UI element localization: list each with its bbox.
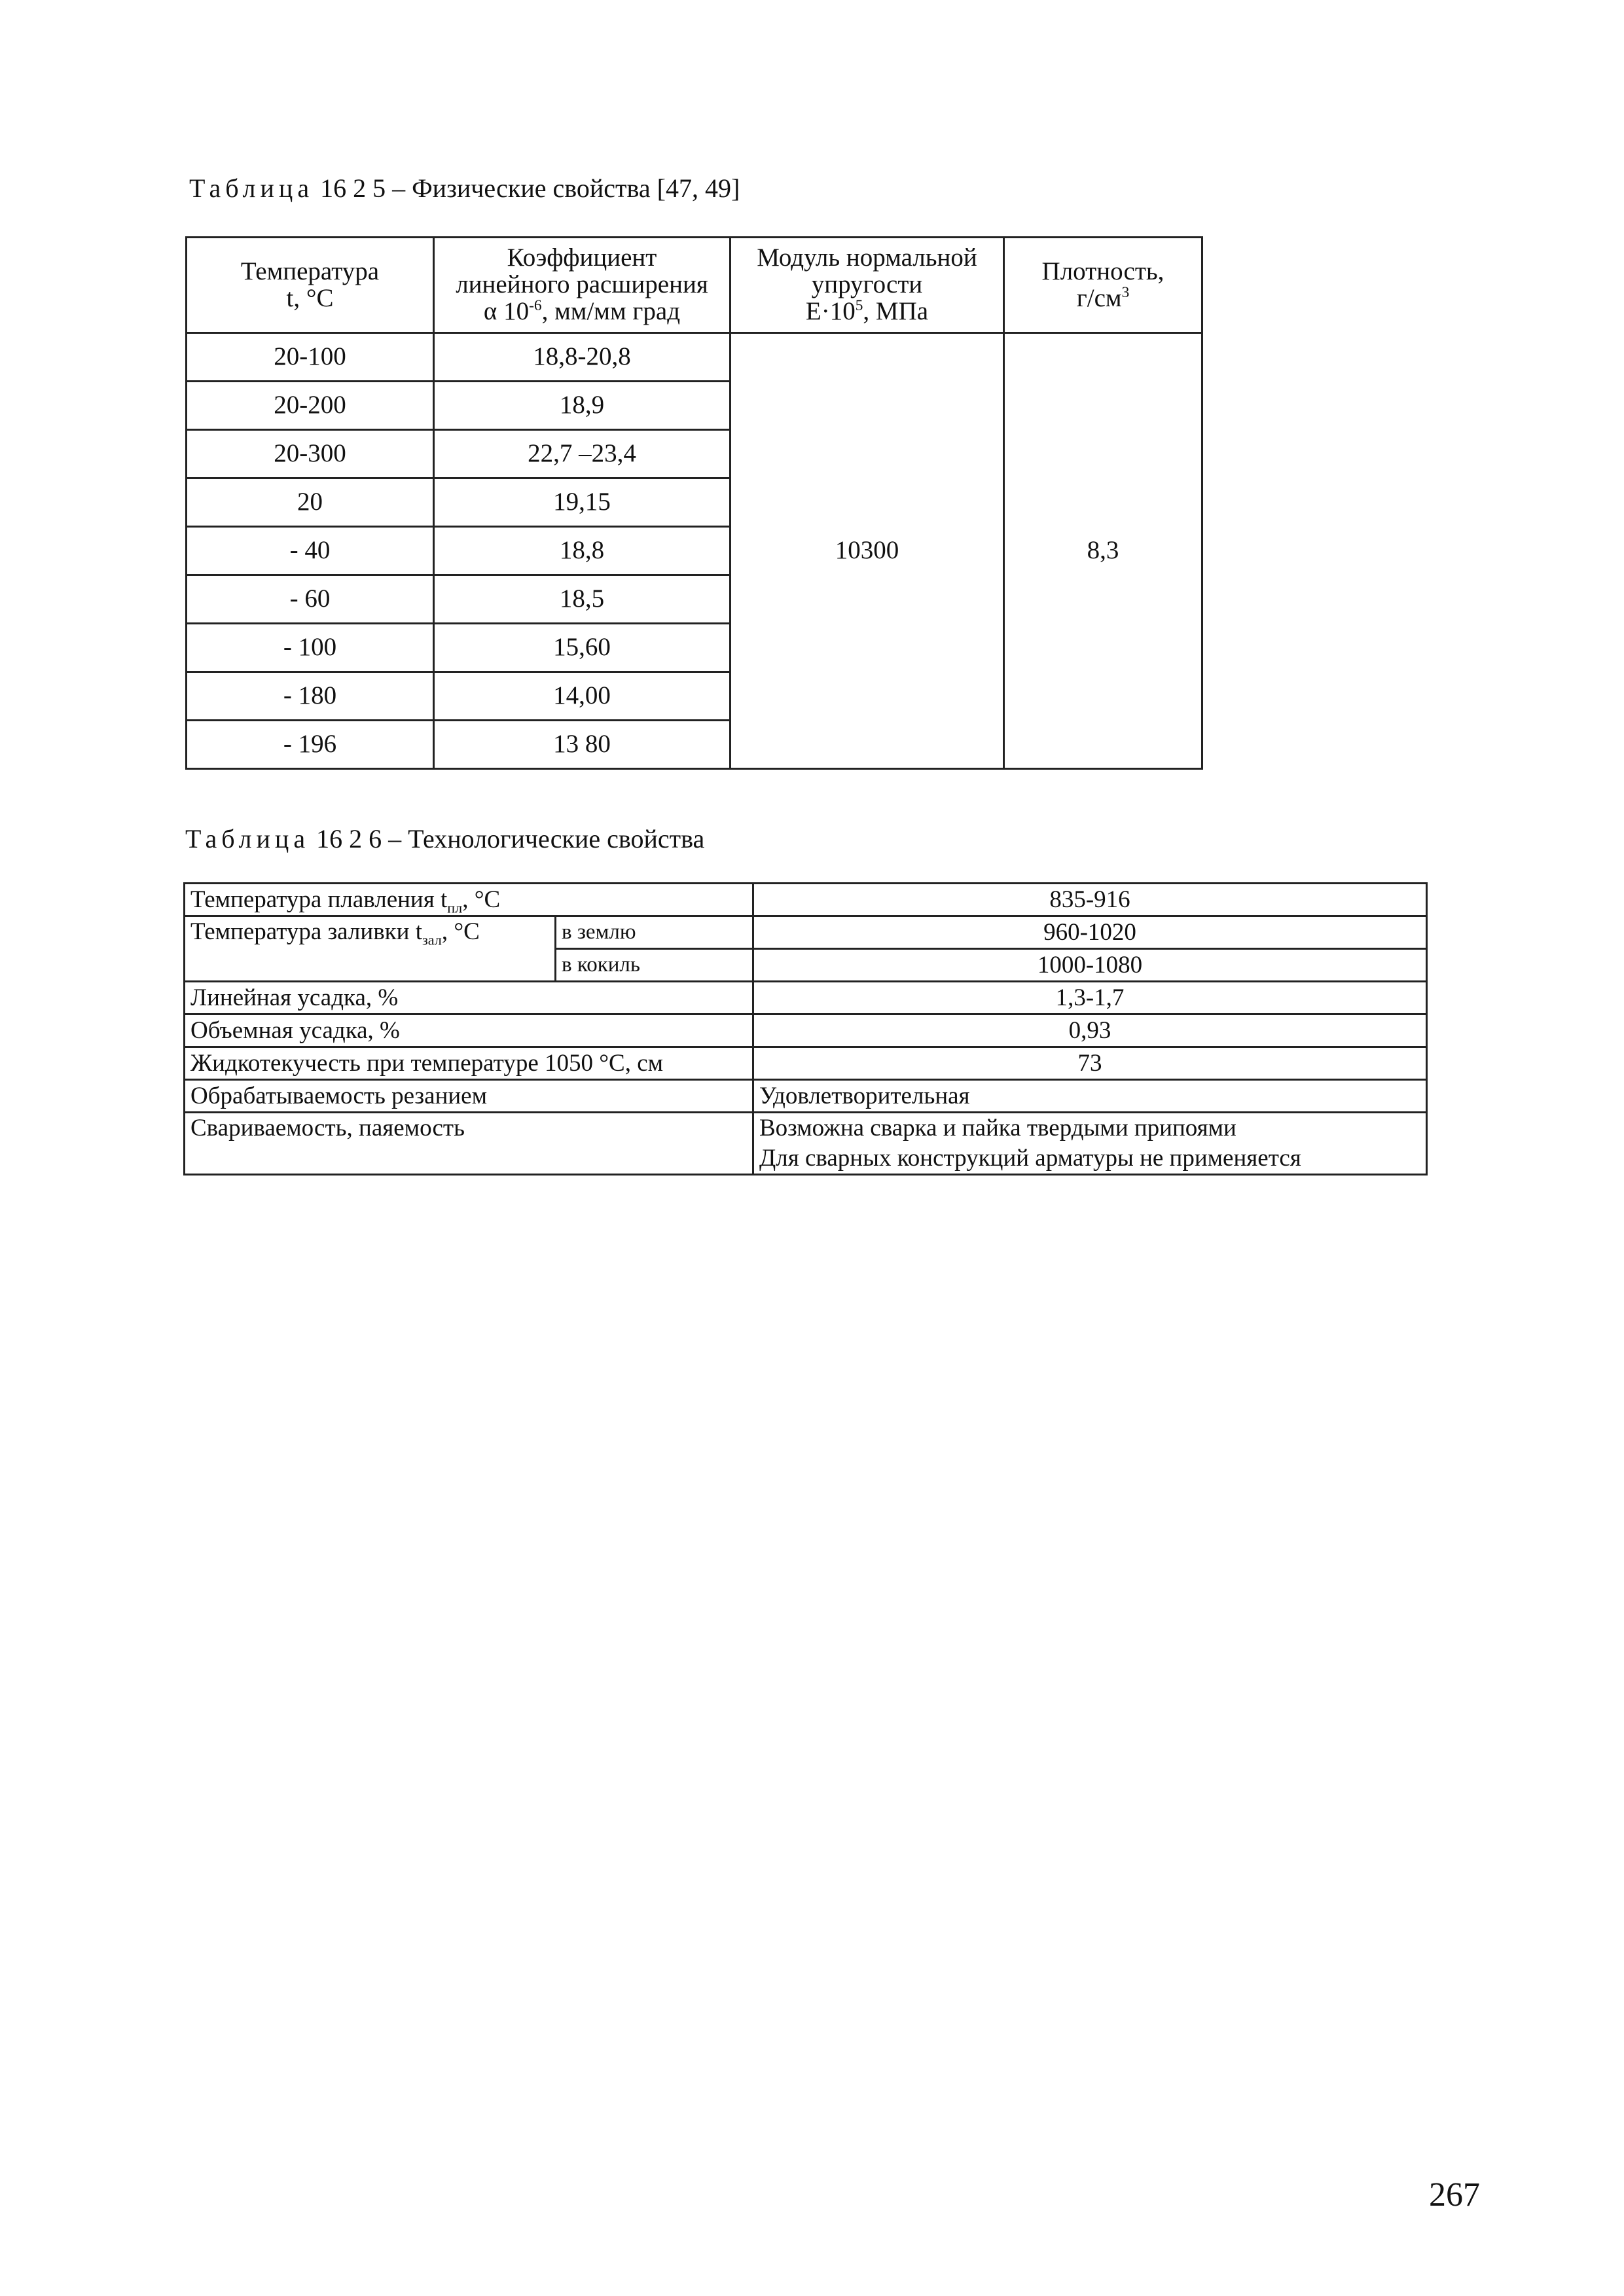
melting-label-sub: пл: [447, 899, 463, 916]
linear-shrink-label: Линейная усадка, %: [185, 982, 753, 1014]
modulus-unit-exp: 5: [855, 296, 863, 314]
table2-caption: [185, 826, 704, 852]
modulus-unit-b: , МПа: [863, 296, 929, 325]
coefficient-cell: 14,00: [434, 672, 731, 721]
header-coefficient-line1: Коэффициент: [507, 243, 657, 272]
casting-label-a: Температура заливки t: [190, 918, 422, 945]
header-modulus-line3: [731, 298, 1003, 325]
page-number: 267: [1429, 2176, 1480, 2214]
coefficient-cell: 18,5: [434, 575, 731, 624]
machinability-value: Удовлетворительная: [753, 1080, 1427, 1113]
header-modulus: [731, 238, 1004, 333]
temperature-cell: - 60: [187, 575, 434, 624]
melting-temp-label: [185, 884, 753, 916]
machinability-label: Обрабатываемость резанием: [185, 1080, 753, 1113]
casting-label-b: , °C: [441, 918, 480, 945]
table1-caption-title: – Физические свойства [47, 49]: [392, 173, 740, 203]
coefficient-cell: 18,8-20,8: [434, 333, 731, 382]
table-row: [187, 333, 1202, 382]
header-temperature-line2: t, °C: [286, 283, 334, 312]
casting-mold-value: 1000-1080: [753, 949, 1427, 982]
table-row: [185, 1113, 1427, 1175]
table1-caption-label: Таблица: [189, 173, 314, 203]
table-row: [185, 1080, 1427, 1113]
temperature-cell: - 100: [187, 624, 434, 672]
header-coefficient-line2: линейного расширения: [456, 270, 708, 299]
casting-mold-label: в кокиль: [556, 949, 753, 982]
table-row: [185, 884, 1427, 916]
coef-unit-a: α 10: [483, 296, 530, 325]
physical-properties-table: [185, 236, 1203, 770]
header-coefficient-line3: [435, 298, 729, 325]
header-density-line1: Плотность,: [1041, 257, 1164, 285]
volume-shrink-label: Объемная усадка, %: [185, 1014, 753, 1047]
header-temperature-line1: Температура: [240, 257, 380, 285]
temperature-cell: - 180: [187, 672, 434, 721]
casting-sand-value: 960-1020: [753, 916, 1427, 949]
melting-temp-value: 835-916: [753, 884, 1427, 916]
coef-unit-exp: -6: [529, 296, 542, 314]
temperature-cell: 20-300: [187, 430, 434, 478]
fluidity-value: 73: [753, 1047, 1427, 1080]
table-row: [185, 916, 1427, 949]
table2-caption-number: 16 2 6: [316, 824, 382, 853]
casting-label-sub: зал: [422, 931, 442, 948]
temperature-cell: - 196: [187, 721, 434, 769]
header-temperature: [187, 238, 434, 333]
coefficient-cell: 22,7 –23,4: [434, 430, 731, 478]
melting-label-a: Температура плавления t: [190, 886, 448, 913]
coefficient-cell: 13 80: [434, 721, 731, 769]
table2-caption-title: – Технологические свойства: [388, 824, 705, 853]
table-row: [185, 1014, 1427, 1047]
casting-sand-label: в землю: [556, 916, 753, 949]
weldability-value-line2: Для сварных конструкций арматуры не применяется: [759, 1145, 1301, 1172]
header-modulus-line2: упругости: [811, 270, 923, 299]
temperature-cell: 20-200: [187, 382, 434, 430]
modulus-unit-a: E·10: [805, 296, 856, 325]
density-unit-a: г/см: [1076, 283, 1122, 312]
coefficient-cell: 19,15: [434, 478, 731, 527]
table1-header-row: [187, 238, 1202, 333]
melting-label-b: , °C: [462, 886, 501, 913]
density-unit-exp: 3: [1121, 283, 1130, 301]
table-row: [185, 1047, 1427, 1080]
header-density: [1004, 238, 1202, 333]
header-coefficient: [434, 238, 731, 333]
table-row: [185, 982, 1427, 1014]
table1-caption-number: 16 2 5: [320, 173, 386, 203]
table1-caption: [189, 175, 740, 202]
coef-unit-b: , мм/мм град: [541, 296, 681, 325]
coefficient-cell: 15,60: [434, 624, 731, 672]
weldability-value: [753, 1113, 1427, 1175]
technological-properties-table: [183, 882, 1428, 1175]
modulus-value-cell: 10300: [731, 333, 1004, 769]
header-density-line2: [1005, 285, 1201, 312]
weldability-value-line1: Возможна сварка и пайка твердыми припоями: [759, 1115, 1236, 1141]
weldability-label: [185, 1113, 753, 1175]
volume-shrink-value: 0,93: [753, 1014, 1427, 1047]
casting-temp-label: [185, 916, 556, 982]
table2-caption-label: Таблица: [185, 824, 310, 853]
header-modulus-line1: Модуль нормальной: [757, 243, 977, 272]
coefficient-cell: 18,9: [434, 382, 731, 430]
coefficient-cell: 18,8: [434, 527, 731, 575]
linear-shrink-value: 1,3-1,7: [753, 982, 1427, 1014]
density-value-cell: 8,3: [1004, 333, 1202, 769]
temperature-cell: 20: [187, 478, 434, 527]
weldability-label-text: Свариваемость, паяемость: [190, 1115, 465, 1141]
fluidity-label: Жидкотекучесть при температуре 1050 °C, см: [185, 1047, 753, 1080]
temperature-cell: 20-100: [187, 333, 434, 382]
temperature-cell: - 40: [187, 527, 434, 575]
